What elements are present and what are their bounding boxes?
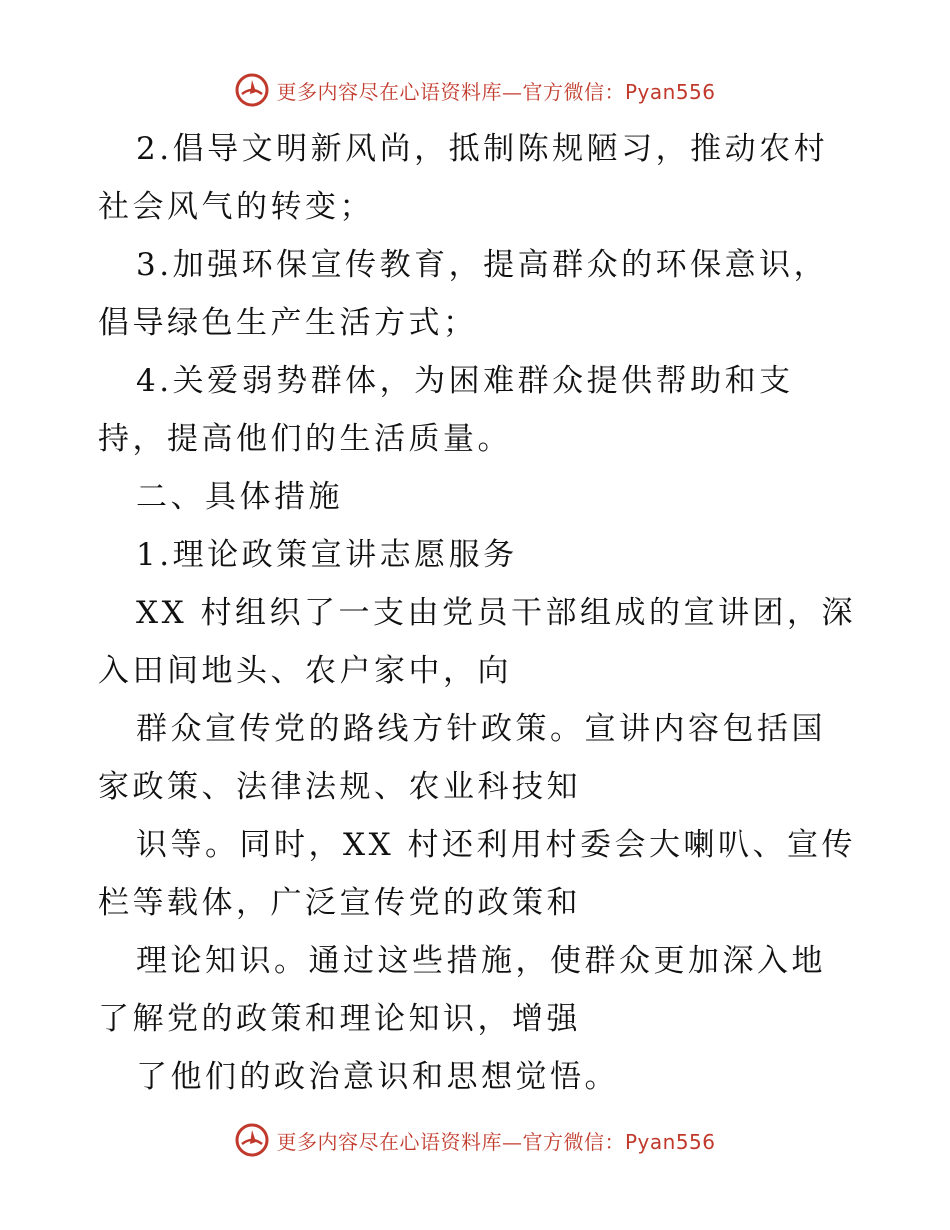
paragraph: 了他们的政治意识和思想觉悟。 [136, 1059, 619, 1095]
paragraph: 理论知识。通过这些措施，使群众更加深入地了解党的政策和理论知识，增强 [98, 943, 826, 1037]
watermark-text: 更多内容尽在心语资料库—官方微信：Pyan556 [276, 1129, 716, 1154]
paragraph: 3.加强环保宣传教育，提高群众的环保意识，倡导绿色生产生活方式； [98, 247, 829, 341]
watermark-text: 更多内容尽在心语资料库—官方微信：Pyan556 [276, 79, 716, 104]
footer-watermark [0, 1120, 950, 1160]
subsection-heading: 1.理论政策宣讲志愿服务 [136, 537, 518, 573]
book-pen-logo-icon [234, 72, 270, 108]
book-pen-logo-icon [234, 1122, 270, 1158]
document-body [98, 120, 858, 1106]
paragraph: 2.倡导文明新风尚，抵制陈规陋习，推动农村社会风气的转变； [98, 131, 829, 225]
paragraph: 4.关爱弱势群体，为困难群众提供帮助和支持，提高他们的生活质量。 [98, 363, 794, 457]
section-heading: 二、具体措施 [136, 479, 343, 515]
header-watermark [0, 70, 950, 110]
paragraph: 群众宣传党的路线方针政策。宣讲内容包括国家政策、法律法规、农业科技知 [98, 711, 826, 805]
paragraph: 识等。同时，XX 村还利用村委会大喇叭、宣传栏等载体，广泛宣传党的政策和 [98, 827, 856, 921]
paragraph: XX 村组织了一支由党员干部组成的宣讲团，深入田间地头、农户家中，向 [98, 595, 856, 689]
